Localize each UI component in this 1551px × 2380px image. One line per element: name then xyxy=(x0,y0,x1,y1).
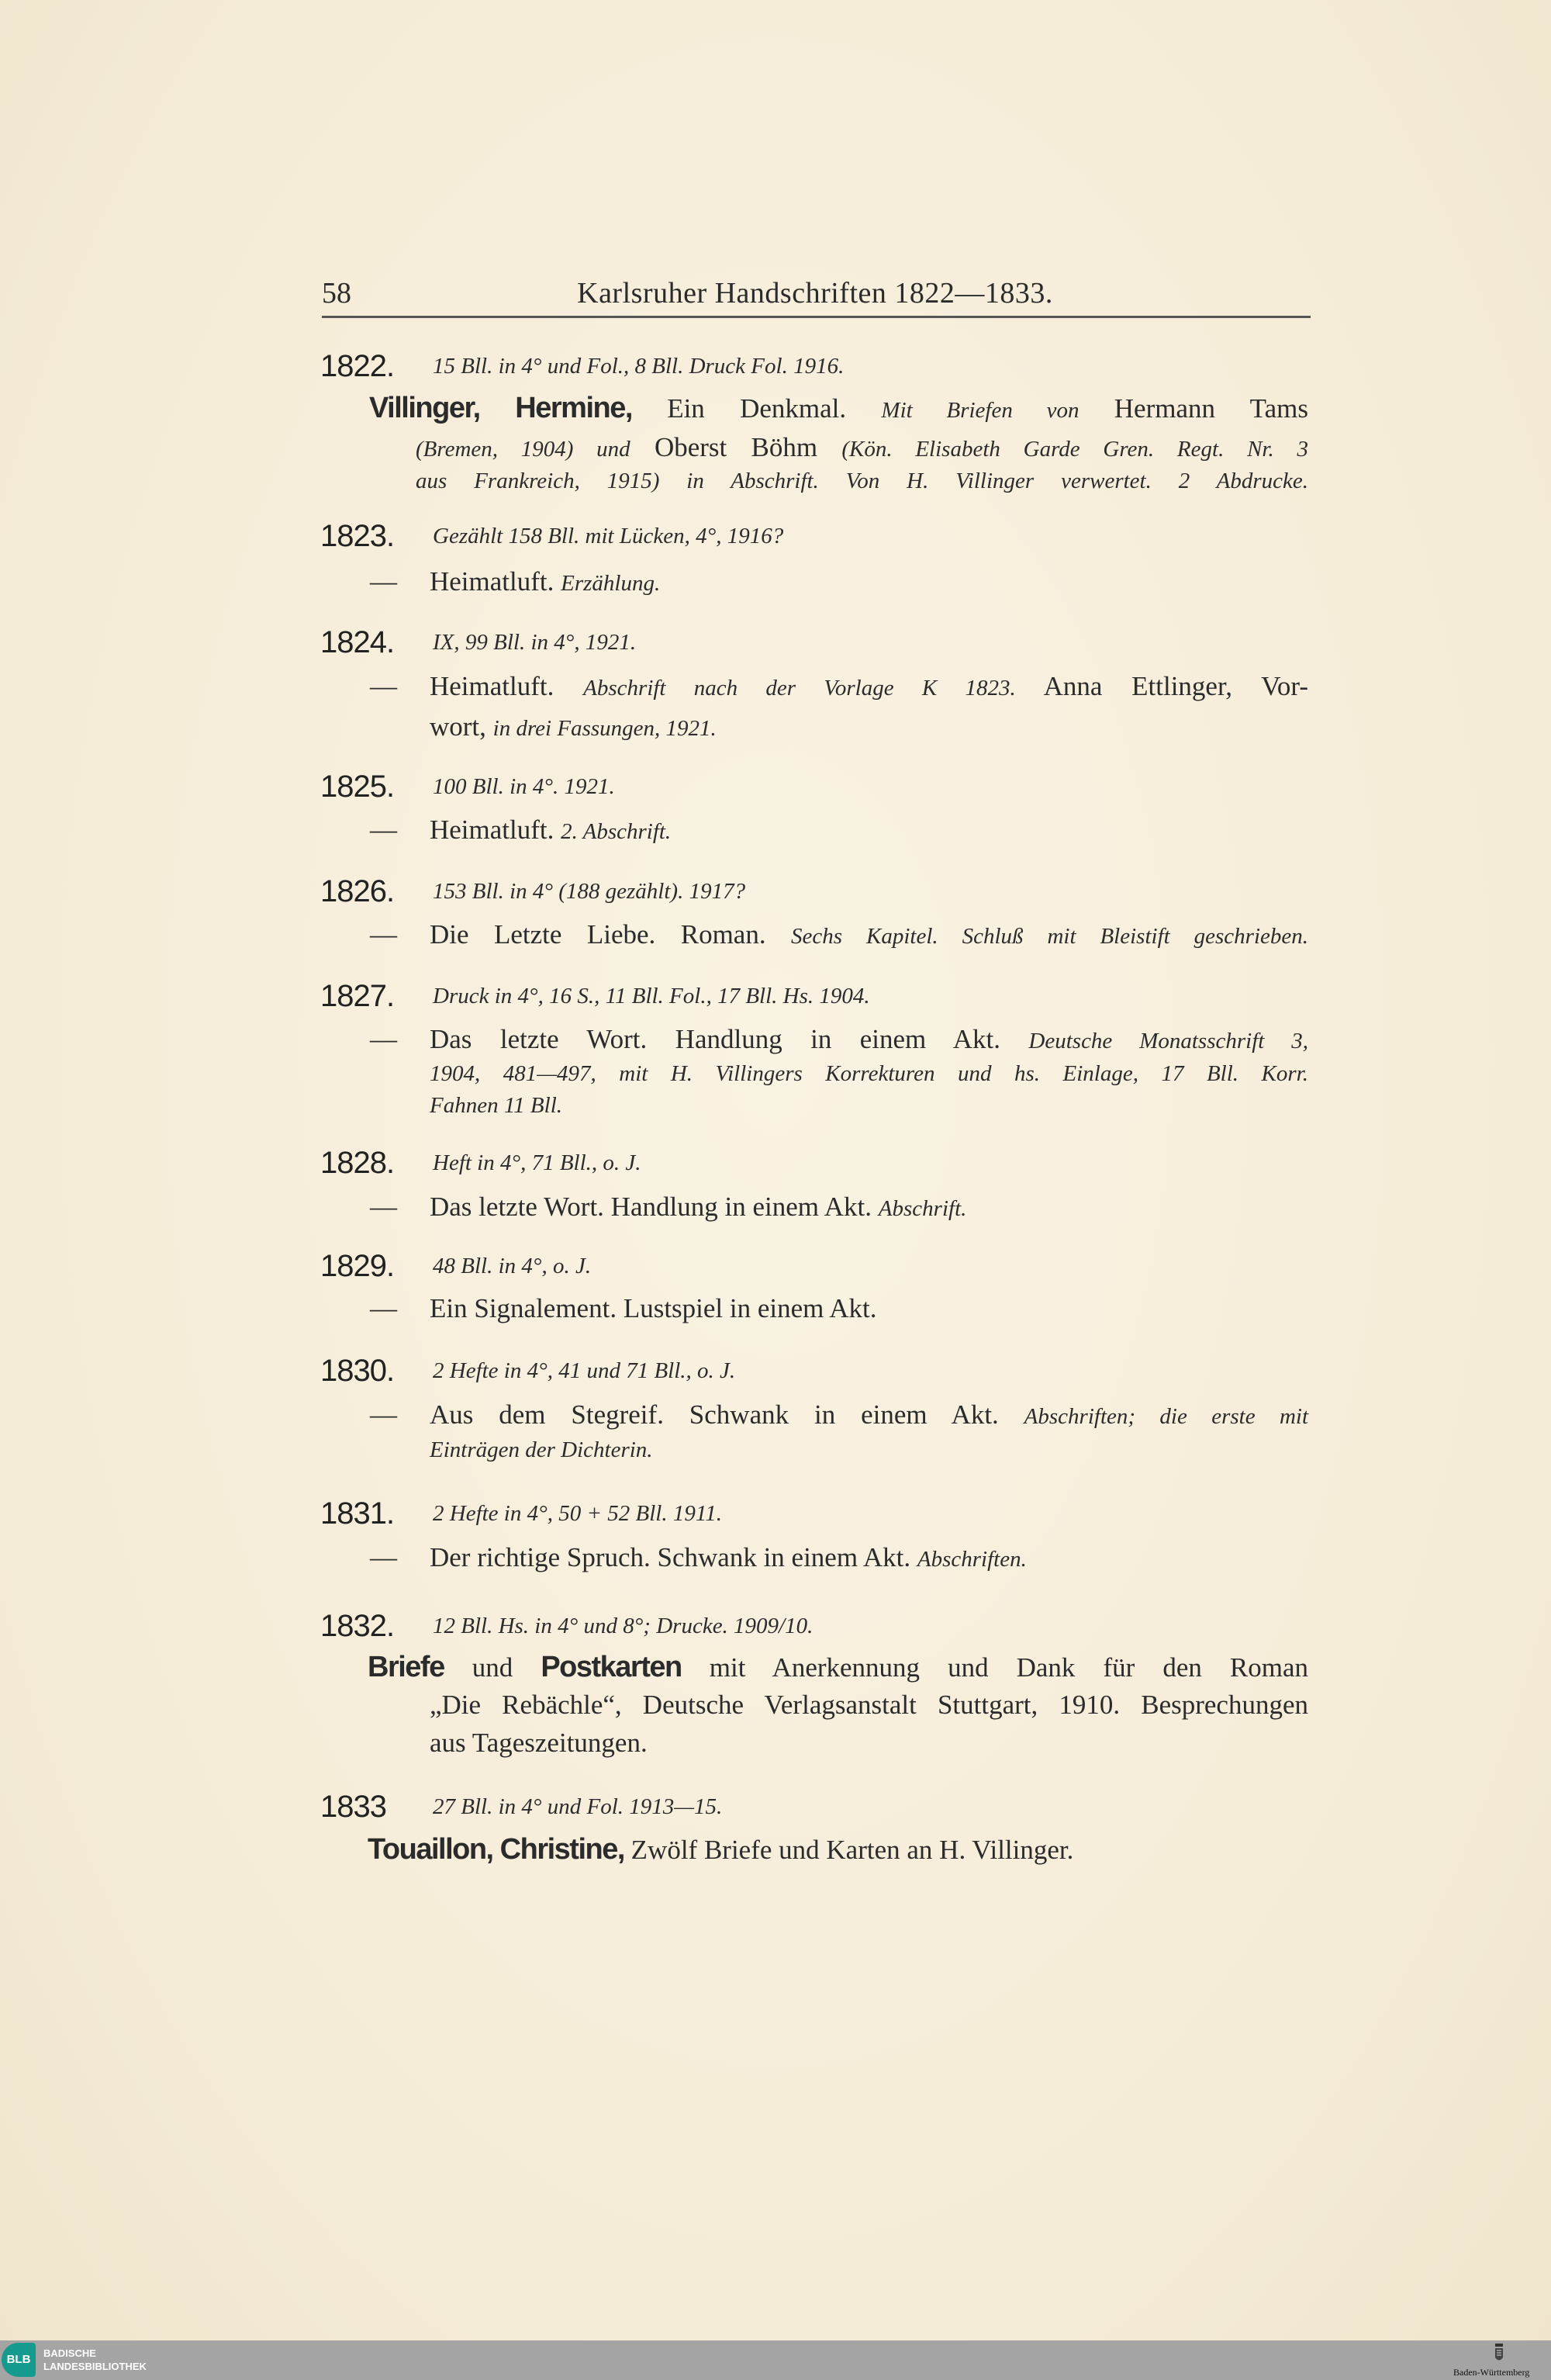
entry-dash: — xyxy=(370,1192,397,1222)
entry-number: 1825. xyxy=(320,770,395,804)
entry-number: 1830. xyxy=(320,1354,395,1388)
entry-dash: — xyxy=(370,1399,397,1430)
entry-annotation: Einträgen der Dichterin. xyxy=(430,1437,653,1462)
entry-number: 1822. xyxy=(320,349,395,383)
footer-bar xyxy=(0,2340,1551,2380)
entry-text-line xyxy=(369,389,1308,430)
entry-physical-description: 100 Bll. in 4°. 1921. xyxy=(433,774,615,799)
entry-heading: Villinger, Hermine, xyxy=(369,392,632,424)
entry-annotation: (Kön. Elisabeth Garde Gren. Regt. Nr. 3 xyxy=(841,437,1308,462)
entry-physical-description: 12 Bll. Hs. in 4° und 8°; Drucke. 1909/10. xyxy=(433,1614,813,1638)
entry-annotation: (Bremen, 1904) und xyxy=(416,437,630,462)
entry-number: 1829. xyxy=(320,1249,395,1283)
entry-physical-description: 27 Bll. in 4° und Fol. 1913—15. xyxy=(433,1794,723,1819)
entry-text-line xyxy=(430,915,1308,956)
entry-text-line xyxy=(430,1429,653,1469)
entry-text-line xyxy=(430,707,717,748)
entry-annotation: Fahnen 11 Bll. xyxy=(430,1093,563,1118)
page-number: 58 xyxy=(322,277,351,310)
entry-physical-description: 48 Bll. in 4°, o. J. xyxy=(433,1254,592,1278)
entry-dash: — xyxy=(370,671,397,701)
entry-title: Heimatluft. xyxy=(430,566,561,597)
entry-number: 1826. xyxy=(320,874,395,908)
entry-dash: — xyxy=(370,1024,397,1054)
entry-text-line xyxy=(430,562,660,603)
entry-text-line xyxy=(430,1188,966,1228)
library-name-line2: LANDESBIBLIOTHEK xyxy=(43,2361,147,2372)
entry-title: Heimatluft. xyxy=(430,815,561,845)
entry-heading: Touaillon, Christine, xyxy=(368,1833,624,1866)
entry-annotation: in drei Fassungen, 1921. xyxy=(492,716,717,741)
entry-text-line xyxy=(430,1724,648,1763)
entry-title: wort, xyxy=(430,711,493,742)
entry-annotation: Erzählung. xyxy=(561,571,661,596)
entry-physical-description: 15 Bll. in 4° und Fol., 8 Bll. Druck Fol. 1916. xyxy=(433,354,845,379)
entry-title: Heimatluft. xyxy=(430,671,584,701)
entry-title: „Die Rebächle“, Deutsche Verlagsanstalt Stuttgart, 1910. Besprechungen xyxy=(430,1690,1308,1720)
entry-dash: — xyxy=(370,815,397,845)
entry-title: Oberst Böhm xyxy=(630,432,842,462)
library-name[interactable] xyxy=(43,2347,147,2373)
entry-text-line xyxy=(430,1084,562,1125)
entry-physical-description: 2 Hefte in 4°, 50 + 52 Bll. 1911. xyxy=(433,1501,722,1526)
entry-dash: — xyxy=(370,919,397,950)
entry-number: 1832. xyxy=(320,1609,395,1643)
entry-text-line xyxy=(430,667,1308,707)
entry-number: 1831. xyxy=(320,1496,395,1531)
entry-title: Anna Ettlinger, Vor- xyxy=(1015,671,1308,701)
entry-title: und xyxy=(444,1652,541,1683)
entry-number: 1824. xyxy=(320,625,395,659)
running-title: Karlsruher Handschriften 1822—1833. xyxy=(577,277,1053,310)
entry-text-line xyxy=(430,1686,1308,1724)
entry-text-line xyxy=(368,1830,1073,1870)
entry-title: Ein Signalement. Lustspiel in einem Akt. xyxy=(430,1293,877,1323)
entry-title: Die Letzte Liebe. Roman. xyxy=(430,919,792,950)
entry-annotation: 2. Abschrift. xyxy=(561,819,672,844)
entry-dash: — xyxy=(370,1542,397,1572)
entry-number: 1833 xyxy=(320,1790,386,1824)
entry-text-line xyxy=(368,1648,1308,1687)
entry-dash: — xyxy=(370,1293,397,1323)
entry-annotation: Abschriften. xyxy=(917,1547,1027,1572)
entry-dash: — xyxy=(370,566,397,597)
entry-heading: Briefe xyxy=(368,1651,444,1683)
entry-title: Ein Denkmal. xyxy=(631,393,882,424)
entry-title: aus Tageszeitungen. xyxy=(430,1728,648,1758)
entry-text-line xyxy=(430,1289,876,1328)
entry-annotation: 1904, 481—497, mit H. Villingers Korrekturen und hs. Einlage, 17 Bll. Korr. xyxy=(430,1061,1308,1086)
entry-title: Hermann Tams xyxy=(1079,393,1308,424)
entry-physical-description: Gezählt 158 Bll. mit Lücken, 4°, 1916? xyxy=(433,524,784,548)
entry-annotation: Abschrift. xyxy=(878,1196,967,1221)
entry-title: mit Anerkennung und Dank für den Roman xyxy=(681,1652,1308,1683)
entry-title: Zwölf Briefe und Karten an H. Villinger. xyxy=(624,1835,1074,1865)
entry-heading: Postkarten xyxy=(541,1651,682,1683)
entry-physical-description: 2 Hefte in 4°, 41 und 71 Bll., o. J. xyxy=(433,1358,736,1383)
coat-of-arms-icon xyxy=(1494,2342,1504,2365)
entry-annotation: Mit Briefen von xyxy=(881,398,1079,423)
entry-text-line xyxy=(416,460,1308,500)
entry-physical-description: Heft in 4°, 71 Bll., o. J. xyxy=(433,1150,641,1175)
entry-physical-description: Druck in 4°, 16 S., 11 Bll. Fol., 17 Bll. Hs. 1904. xyxy=(433,984,870,1008)
header-rule xyxy=(322,316,1311,318)
entry-text-line xyxy=(430,1538,1027,1579)
entry-title: Der richtige Spruch. Schwank in einem Akt. xyxy=(430,1542,917,1572)
entry-title: Aus dem Stegreif. Schwank in einem Akt. xyxy=(430,1399,1024,1430)
entry-annotation: Abschrift nach der Vorlage K 1823. xyxy=(583,676,1016,701)
entry-annotation: Deutsche Monatsschrift 3, xyxy=(1028,1029,1308,1053)
entry-number: 1827. xyxy=(320,979,395,1013)
entry-annotation: Abschriften; die erste mit xyxy=(1024,1404,1308,1429)
entry-number: 1828. xyxy=(320,1146,395,1180)
entry-title: Das letzte Wort. Handlung in einem Akt. xyxy=(430,1024,1029,1054)
entry-title: Das letzte Wort. Handlung in einem Akt. xyxy=(430,1192,879,1222)
entry-text-line xyxy=(430,811,671,851)
entry-physical-description: IX, 99 Bll. in 4°, 1921. xyxy=(433,630,637,655)
entry-annotation: aus Frankreich, 1915) in Abschrift. Von H. Villinger verwertet. 2 Abdrucke. xyxy=(416,469,1308,493)
state-label: Baden-Württemberg xyxy=(1453,2367,1530,2378)
blb-logo-icon[interactable]: BLB xyxy=(2,2343,36,2377)
entry-annotation: Sechs Kapitel. Schluß mit Bleistift geschrieben. xyxy=(791,924,1308,949)
entry-number: 1823. xyxy=(320,519,395,553)
entry-physical-description: 153 Bll. in 4° (188 gezählt). 1917? xyxy=(433,879,746,904)
library-name-line1: BADISCHE xyxy=(43,2347,96,2359)
